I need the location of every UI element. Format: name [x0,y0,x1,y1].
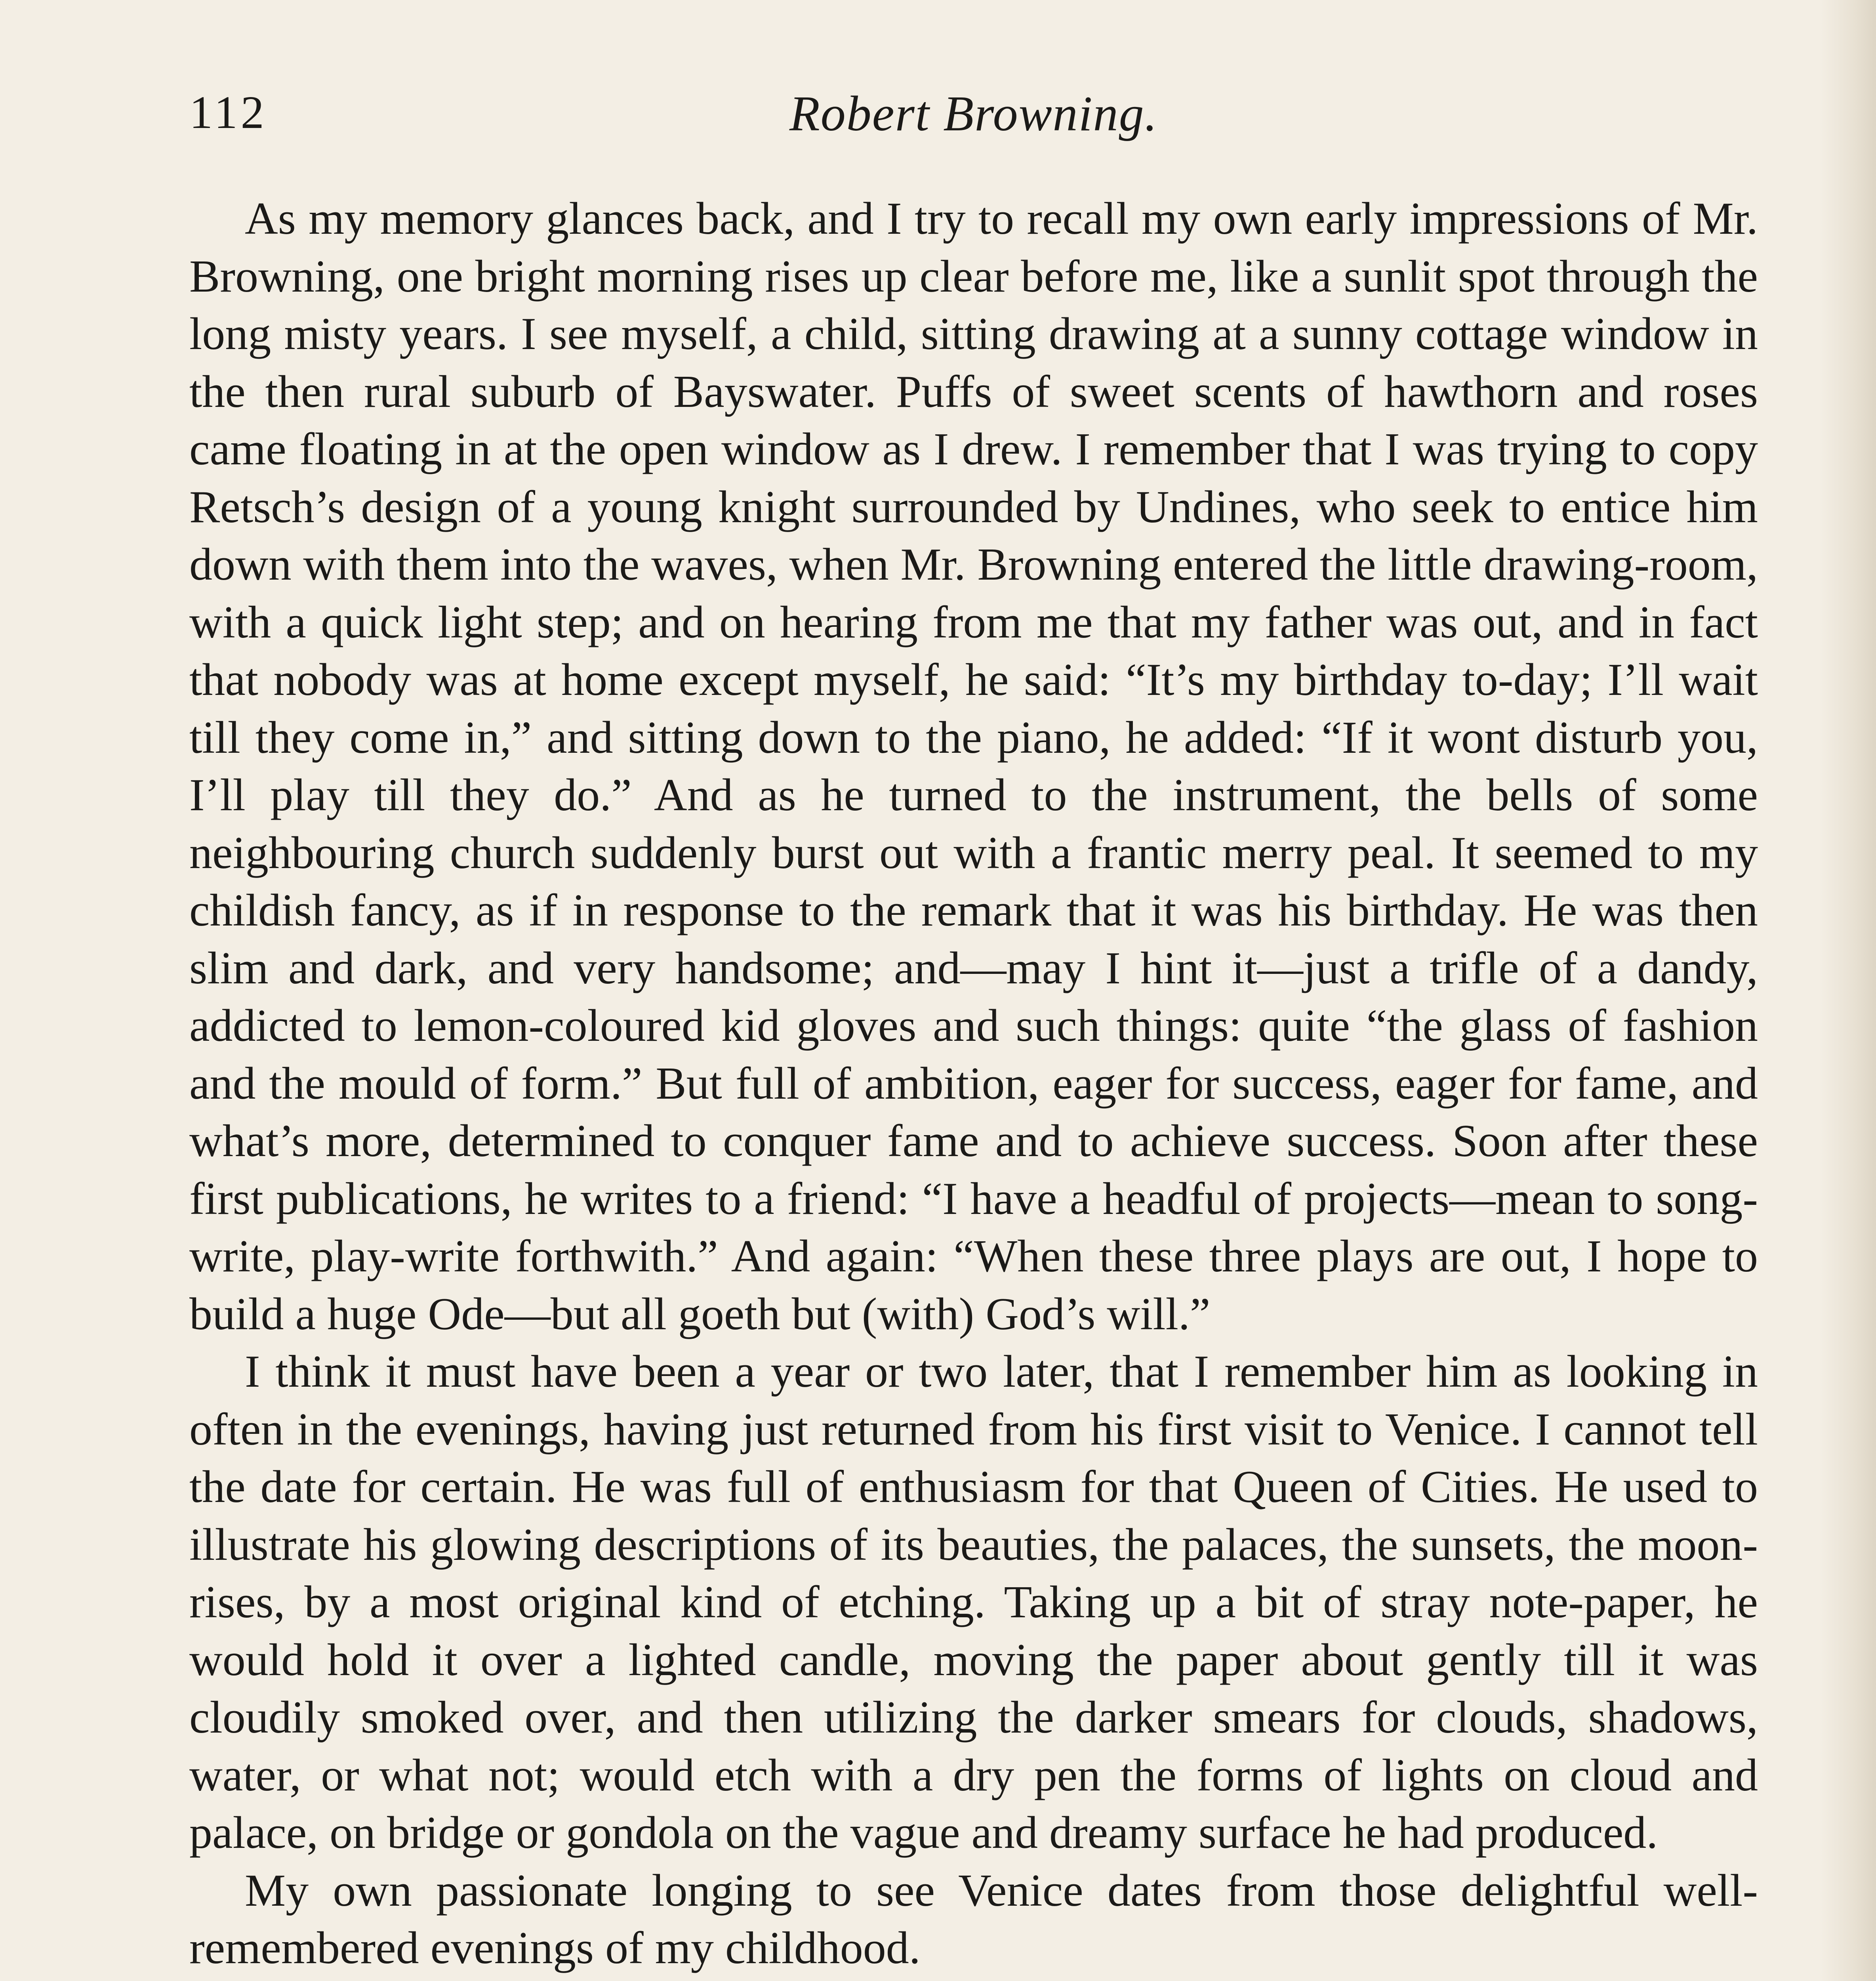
running-title: Robert Browning. [789,86,1158,141]
page-number: 112 [189,86,267,138]
paragraph-2: I think it must have been a year or two later, that I remember him as looking in often in the evenings, having just returned from his first visit to Venice. I cannot tell the date for certain. He was full of enthusiasm for that Queen of Cities. He used to illustrate his glowing descriptions of its beauties, the palaces, the sunsets, the moon-rises, by a most original kind of etching. Taking up a bit of stray note-paper, he would hold it over a lighted candle, moving the paper about gently till it was cloudily smoked over, and then utilizing the darker smears for clouds, shadows, water, or what not; would etch with a dry pen the forms of lights on cloud and palace, on bridge or gondola on the vague and dreamy surface he had produced. [189,1346,1758,1858]
paragraph-1: As my memory glances back, and I try to recall my own early impressions of Mr. Browning, one bright morning rises up clear before me, like a sunlit spot through the long misty years. I see myself, a child, sitting drawing at a sunny cottage window in the then rural suburb of Bayswater. Puffs of sweet scents of hawthorn and roses came floating in at the open window as I drew. I remember that I was trying to copy Retsch’s design of a young knight surrounded by Undines, who seek to entice him down with them into the waves, when Mr. Browning entered the little drawing-room, with a quick light step; and on hearing from me that my father was out, and in fact that nobody was at home except myself, he said: “It’s my birthday to-day; I’ll wait till they come in,” and sitting down to the piano, he added: “If it wont disturb you, I’ll play till they do.” And as he turned to the instrument, the bells of some neighbouring church suddenly burst out with a frantic merry peal. It seemed to my childish fancy, as if in response to the remark that it was his birthday. He was then slim and dark, and very handsome; and—may I hint it—just a trifle of a dandy, addicted to lemon-coloured kid gloves and such things: quite “the glass of fashion and the mould of form.” But full of ambition, eager for success, eager for fame, and what’s more, determined to conquer fame and to achieve success. Soon after these first publications, he writes to a friend: “I have a headful of projects—mean to song-write, play-write forthwith.” And again: “When these three plays are out, I hope to build a huge Ode—but all goeth but (with) God’s will.” [189,193,1758,1340]
body-text [189,190,1758,1981]
page-edge-shadow [1821,0,1876,1981]
running-head [189,86,1758,153]
paragraph-4 [189,1977,1758,1981]
paragraph-3: My own passionate longing to see Venice dates from those delightful well-remembered evenings of my childhood. [189,1865,1758,1973]
